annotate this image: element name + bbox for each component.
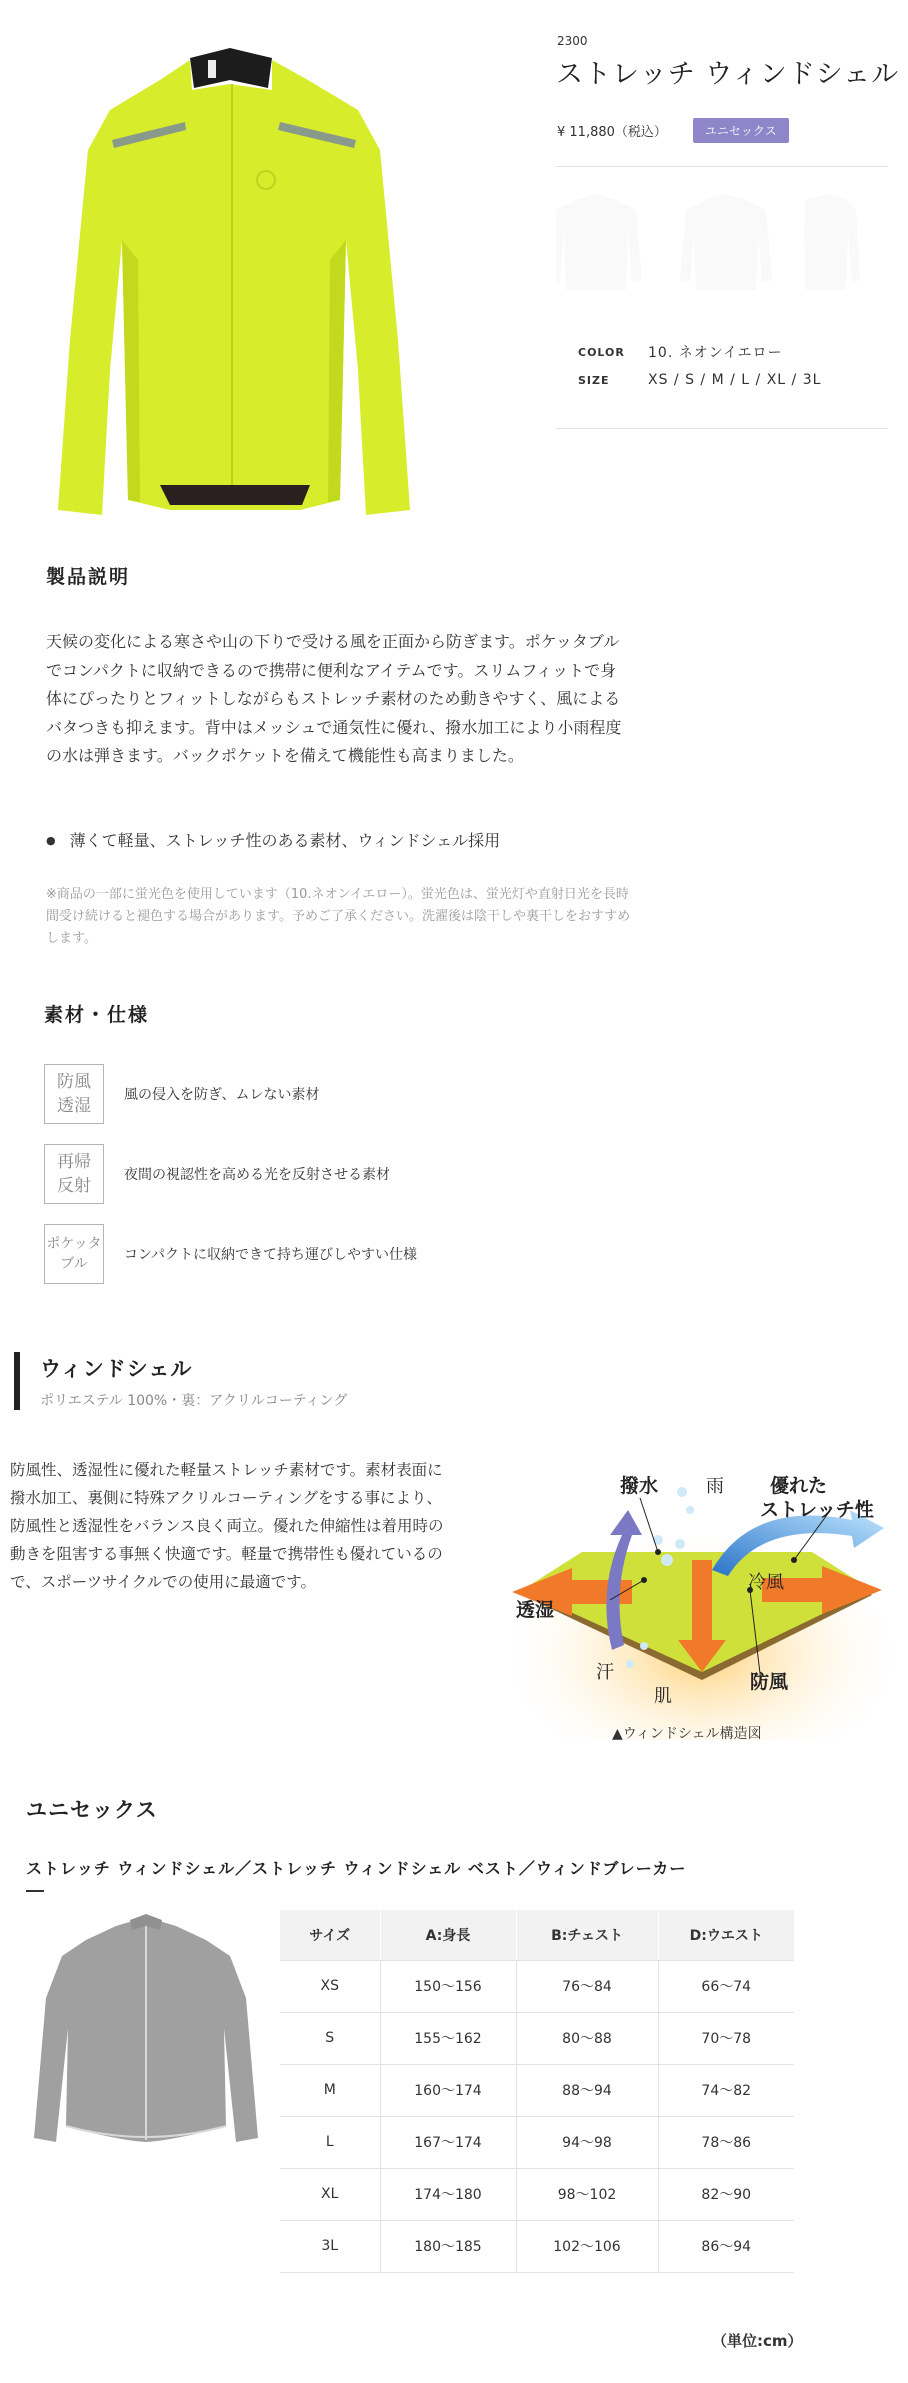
materials-heading: 素材・仕様: [44, 1004, 150, 1026]
table-cell: 160〜174: [380, 2064, 516, 2116]
table-cell: L: [280, 2116, 380, 2168]
feature-item: ● 薄くて軽量、ストレッチ性のある素材、ウィンドシェル採用: [46, 828, 500, 851]
material-desc: コンパクトに収納できて持ち運びしやすい仕様: [124, 1247, 418, 1263]
fluorescent-notice: ※商品の一部に蛍光色を使用しています（10.ネオンイエロー）。蛍光色は、蛍光灯や直射日光を長時間受け続けると褪色する場合があります。予めご了承ください。洗濯後は陰干しや裏干しをおすすめします。: [46, 887, 631, 946]
windproof-breathable-icon: [44, 1064, 104, 1124]
diagram-caption: ▲ウィンドシェル構造図: [612, 1726, 762, 1742]
table-cell: 76〜84: [516, 1960, 658, 2012]
table-cell: 74〜82: [658, 2064, 794, 2116]
label-breathable: 透湿: [516, 1599, 555, 1621]
table-row: [280, 1960, 794, 2012]
spec-list: [578, 338, 821, 394]
unisex-badge: ユニセックス: [693, 118, 789, 143]
material-item: [44, 1144, 390, 1204]
product-header: [0, 0, 908, 540]
table-cell: 3L: [280, 2220, 380, 2272]
spec-row-size: [578, 366, 821, 394]
material-item: [44, 1064, 319, 1124]
table-cell: M: [280, 2064, 380, 2116]
subtitle-underline: [26, 1890, 44, 1892]
divider: [556, 428, 888, 429]
product-title: ストレッチ ウィンドシェル: [556, 59, 900, 90]
icon-label: ポケッタ ブル: [46, 1236, 102, 1272]
table-row: [280, 2012, 794, 2064]
table-cell: 180〜185: [380, 2220, 516, 2272]
description-heading: 製品説明: [46, 566, 131, 588]
header-cell: A:身長: [380, 1910, 516, 1960]
size-chart-title: ユニセックス: [26, 1798, 158, 1822]
material-desc: 風の侵入を防ぎ、ムレない素材: [124, 1087, 320, 1103]
table-cell: 174〜180: [380, 2168, 516, 2220]
divider: [556, 166, 888, 167]
spec-row-color: [578, 338, 821, 366]
icon-label: 防風 透湿: [57, 1072, 91, 1116]
table-cell: 80〜88: [516, 2012, 658, 2064]
section-accent-bar: [14, 1352, 20, 1410]
table-cell: S: [280, 2012, 380, 2064]
jacket-product-image[interactable]: [40, 40, 420, 520]
size-table-header: [280, 1910, 794, 1960]
table-cell: 82〜90: [658, 2168, 794, 2220]
price-row: [557, 118, 789, 143]
table-row: [280, 2064, 794, 2116]
table-cell: XL: [280, 2168, 380, 2220]
table-row: [280, 2168, 794, 2220]
size-table: [280, 1910, 794, 2273]
table-cell: 78〜86: [658, 2116, 794, 2168]
product-number: 2300: [557, 34, 588, 48]
table-cell: 94〜98: [516, 2116, 658, 2168]
color-thumbnails[interactable]: [556, 190, 888, 300]
icon-label: 再帰 反射: [57, 1152, 91, 1196]
table-cell: 98〜102: [516, 2168, 658, 2220]
table-row: [280, 2116, 794, 2168]
header-cell: サイズ: [280, 1910, 380, 1960]
spec-value: 10. ネオンイエロー: [648, 345, 783, 361]
label-rain: 雨: [706, 1476, 724, 1497]
table-cell: 66〜74: [658, 1960, 794, 2012]
label-sweat: 汗: [596, 1662, 614, 1683]
size-chart-subtitle: ストレッチ ウィンドシェル／ストレッチ ウィンドシェル ベスト／ウィンドブレーカー: [26, 1859, 687, 1878]
material-desc: 夜間の視認性を高める光を反射させる素材: [124, 1167, 390, 1183]
feature-list: [46, 828, 500, 851]
product-price: ¥ 11,880（税込）: [557, 125, 667, 140]
spec-key: SIZE: [578, 373, 610, 387]
thumbnail-front: [556, 194, 642, 290]
table-cell: 70〜78: [658, 2012, 794, 2064]
table-cell: 155〜162: [380, 2012, 516, 2064]
windshell-description: 防風性、透湿性に優れた軽量ストレッチ素材です。素材表面に撥水加工、裏側に特殊アクリルコーティングをする事により、防風性と透湿性をバランス良く両立。優れた伸縮性は着用時の動きを阻害する事無く快適です。軽量で携帯性も優れているので、スポーツサイクルでの使用に最適です。: [10, 1461, 444, 1591]
table-cell: 86〜94: [658, 2220, 794, 2272]
thumbnail-back: [680, 194, 772, 290]
label-skin: 肌: [654, 1686, 672, 1707]
label-cold-wind: 冷風: [748, 1572, 784, 1593]
label-windproof: 防風: [750, 1671, 789, 1693]
thumbnail-side: [804, 194, 860, 290]
windshell-material: ポリエステル 100%・裏：アクリルコーティング: [40, 1393, 348, 1409]
table-cell: XS: [280, 1960, 380, 2012]
windshell-structure-diagram: [512, 1440, 892, 1760]
spec-value: XS / S / M / L / XL / 3L: [648, 372, 822, 388]
reflective-icon: [44, 1144, 104, 1204]
label-stretch-2: ストレッチ性: [760, 1499, 874, 1521]
header-cell: B:チェスト: [516, 1910, 658, 1960]
material-item: [44, 1224, 417, 1284]
jacket-silhouette-figure: [26, 1908, 266, 2168]
spec-key: COLOR: [578, 345, 625, 359]
windshell-title: ウィンドシェル: [40, 1357, 193, 1381]
label-water-repellent: 撥水: [620, 1475, 659, 1497]
header-cell: D:ウエスト: [658, 1910, 794, 1960]
description-text: 天候の変化による寒さや山の下りで受ける風を正面から防ぎます。ポケッタブルでコンパクトに収納できるので携帯に便利なアイテムです。スリムフィットで身体にぴったりとフィットしながらもストレッチ素材のため動きやすく、風によるバタつきも抑えます。背中はメッシュで通気性に優れ、撥水加工により小雨程度の水は弾きます。バックポケットを備えて機能性も高まりました。: [46, 632, 622, 765]
table-row: [280, 2220, 794, 2272]
packable-icon: [44, 1224, 104, 1284]
table-cell: 167〜174: [380, 2116, 516, 2168]
label-stretch-1: 優れた: [770, 1475, 828, 1497]
table-cell: 102〜106: [516, 2220, 658, 2272]
table-cell: 150〜156: [380, 1960, 516, 2012]
unit-note: （単位:cm）: [712, 2332, 803, 2350]
table-cell: 88〜94: [516, 2064, 658, 2116]
